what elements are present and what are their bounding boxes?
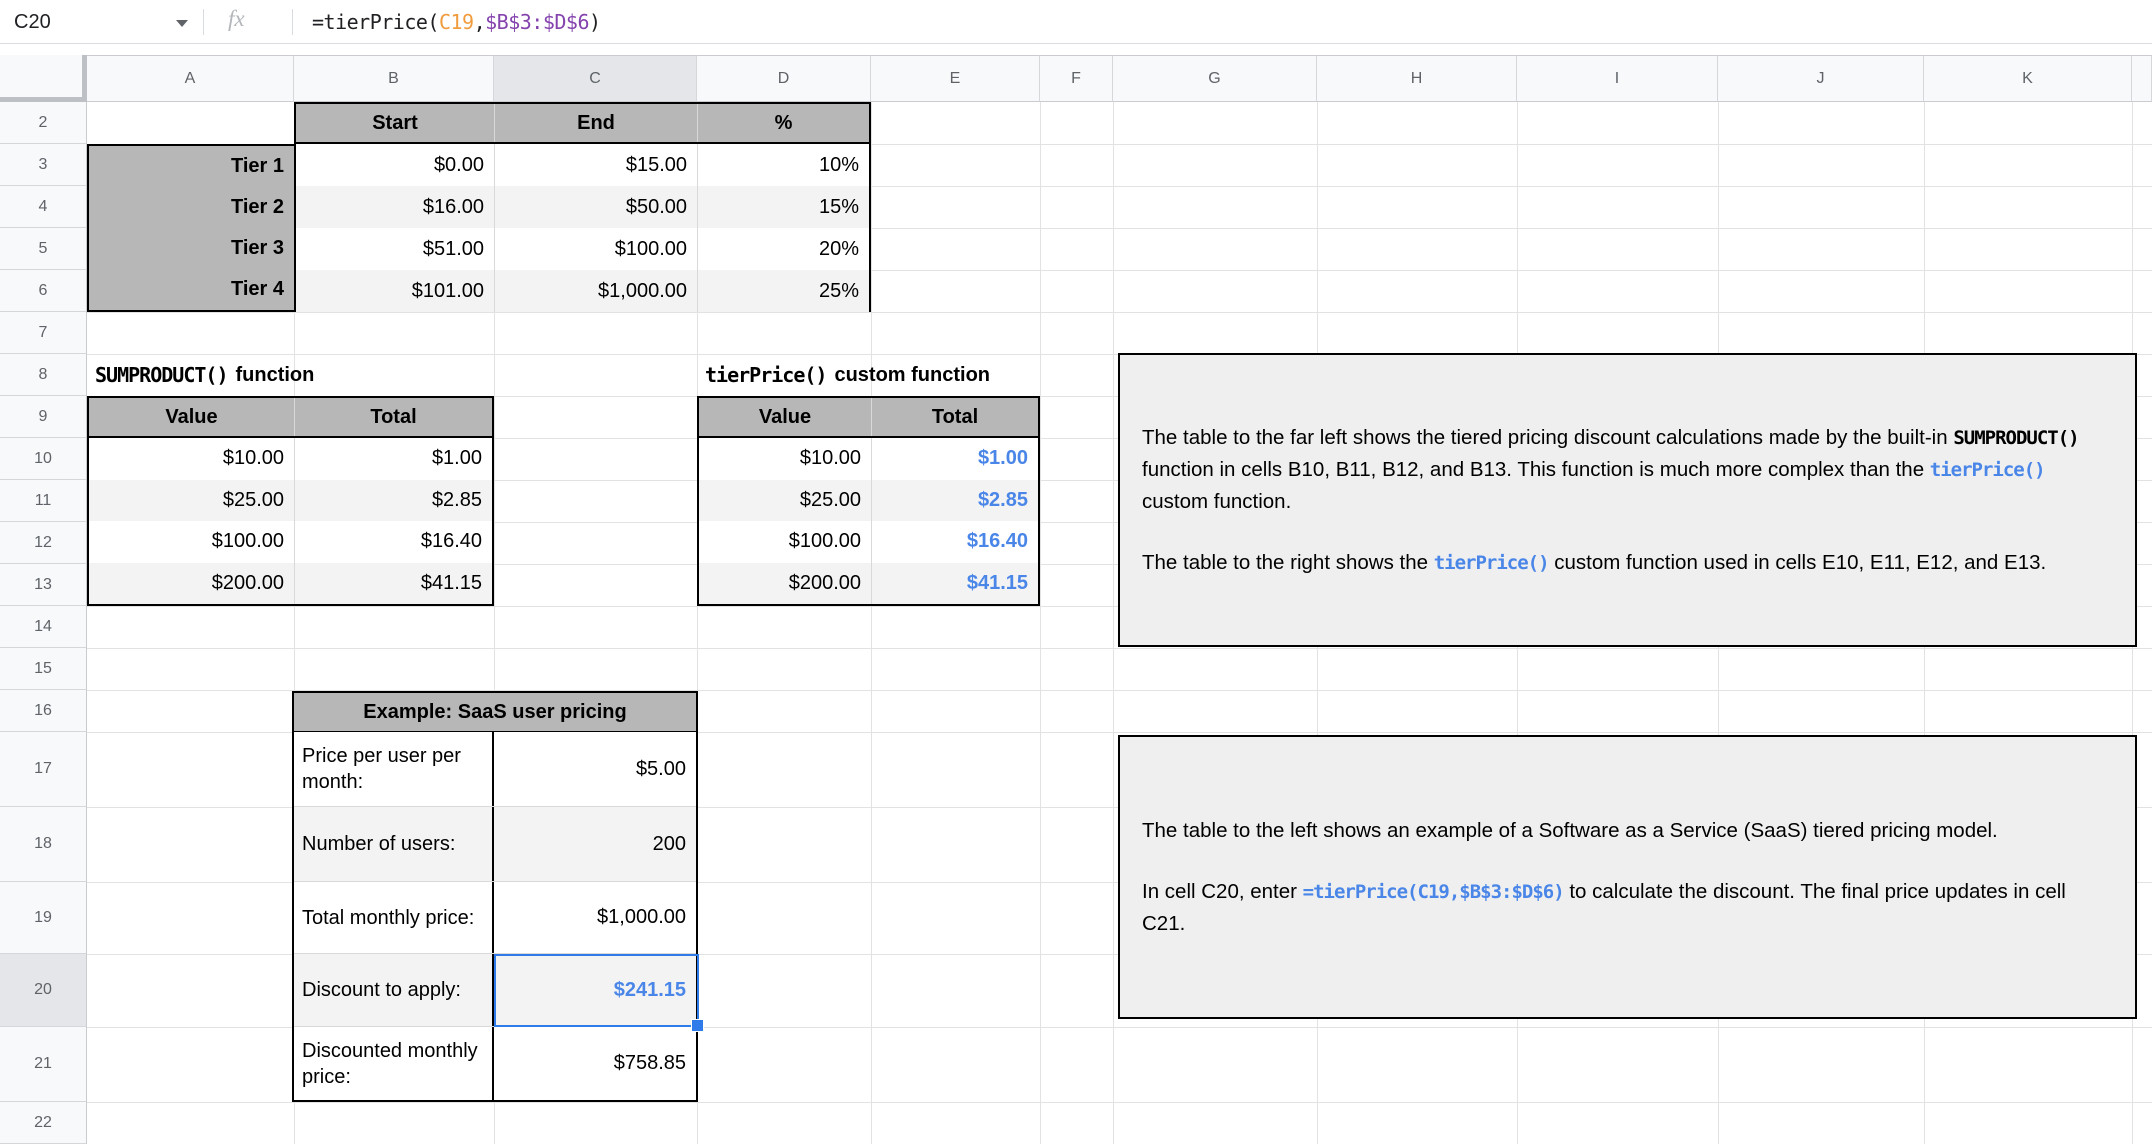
- name-box[interactable]: C20: [14, 10, 51, 33]
- row-header-5[interactable]: 5: [0, 228, 87, 270]
- row-header-14[interactable]: 14: [0, 606, 87, 648]
- sumproduct-table-row[interactable]: [89, 438, 492, 480]
- formula-token: $B$3:$D$6: [485, 10, 589, 34]
- tier-label[interactable]: Tier 3: [231, 237, 284, 259]
- cell[interactable]: $25.00: [222, 488, 284, 511]
- row-header-15[interactable]: 15: [0, 648, 87, 690]
- tierprice-title-label: custom function: [834, 363, 990, 386]
- cell[interactable]: $1,000.00: [597, 906, 686, 928]
- tier-table-header-row[interactable]: [296, 104, 869, 144]
- cell[interactable]: $51.00: [422, 237, 484, 260]
- note-paragraph: [1142, 547, 2113, 579]
- note-text: The table to the right shows the: [1142, 550, 1434, 574]
- select-all-corner[interactable]: [0, 55, 87, 102]
- formula-token: ,: [473, 10, 486, 34]
- tierprice-table-row[interactable]: [699, 521, 1038, 563]
- inline-code: =tierPrice(C19,$B$3:$D$6): [1302, 881, 1564, 903]
- cell[interactable]: $5.00: [635, 757, 686, 780]
- cell[interactable]: $41.15: [871, 563, 1038, 605]
- tierprice-table-row[interactable]: [699, 563, 1038, 605]
- note-text: custom function.: [1142, 489, 1292, 513]
- column-header-K[interactable]: K: [1924, 55, 2132, 102]
- selected-cell-outline[interactable]: [494, 954, 699, 1027]
- cell[interactable]: $50.00: [494, 186, 697, 228]
- note-text: function in cells B10, B11, B12, and B13. This function is much more complex than the: [1142, 457, 1930, 481]
- gridline: [1113, 102, 1114, 1144]
- tier-row[interactable]: [296, 228, 869, 270]
- cell[interactable]: 25%: [697, 270, 869, 312]
- tierprice-table-header-row[interactable]: [699, 398, 1038, 438]
- sumproduct-table-header-Value[interactable]: Value: [165, 405, 218, 428]
- note-text: The table to the left shows an example of a Software as a Service (SaaS) tiered pricing model.: [1142, 819, 1998, 842]
- tierprice-table-row[interactable]: [699, 480, 1038, 522]
- note-box-saas-example[interactable]: [1118, 735, 2137, 1019]
- cell[interactable]: $100.00: [494, 228, 697, 270]
- column-header-C[interactable]: C: [494, 55, 697, 102]
- row-header-22[interactable]: 22: [0, 1102, 87, 1144]
- formula-token: ): [589, 10, 601, 34]
- divider: [203, 9, 204, 35]
- row-header-6[interactable]: 6: [0, 270, 87, 312]
- row-header-19[interactable]: 19: [0, 882, 87, 954]
- row-header-11[interactable]: 11: [0, 480, 87, 522]
- sumproduct-table-row[interactable]: [89, 521, 492, 563]
- tier-row[interactable]: [296, 270, 869, 312]
- cell[interactable]: $2.85: [871, 480, 1038, 522]
- sumproduct-title-label: function: [235, 363, 315, 386]
- gridline: [871, 102, 872, 1144]
- gridline: [1040, 102, 1041, 1144]
- tier-header-Start[interactable]: Start: [372, 111, 418, 134]
- inline-code: tierPrice(): [1929, 458, 2045, 481]
- gridline: [87, 312, 2152, 313]
- example-label[interactable]: Discounted monthly price:: [294, 1027, 494, 1100]
- sumproduct-table-header-Total[interactable]: Total: [294, 398, 492, 436]
- tier-row[interactable]: [296, 186, 869, 228]
- tierprice-table-header-Total[interactable]: Total: [871, 398, 1038, 436]
- row-header-2[interactable]: 2: [0, 102, 87, 144]
- example-row[interactable]: [294, 806, 696, 881]
- cell-selected[interactable]: $241.15: [613, 978, 686, 1001]
- formula-token: C19: [438, 10, 474, 34]
- row-header-8[interactable]: 8: [0, 354, 87, 396]
- note-text: to calculate the discount. The final price updates in cell C21.: [1142, 880, 2066, 935]
- example-table[interactable]: [292, 691, 698, 1102]
- formula-input[interactable]: [312, 0, 601, 44]
- formula-token: =tierPrice(: [312, 10, 439, 34]
- name-box-dropdown-icon[interactable]: [176, 20, 188, 27]
- note-paragraph: [1142, 815, 2113, 846]
- example-label[interactable]: Discount to apply:: [294, 954, 494, 1026]
- row-header-12[interactable]: 12: [0, 522, 87, 564]
- cell[interactable]: $41.15: [294, 563, 492, 605]
- cell[interactable]: $16.40: [294, 521, 492, 563]
- note-text: The table to the far left shows the tiered pricing discount calculations made by the built-in: [1142, 425, 1954, 449]
- sumproduct-title[interactable]: [95, 354, 314, 396]
- tier-label[interactable]: Tier 1: [231, 155, 284, 177]
- tier-table[interactable]: [294, 102, 871, 312]
- cell[interactable]: $100.00: [211, 530, 284, 553]
- tierprice-title[interactable]: [705, 354, 990, 396]
- cell[interactable]: $1,000.00: [494, 270, 697, 312]
- cell[interactable]: 200: [652, 832, 686, 855]
- note-text: In cell C20, enter: [1142, 880, 1303, 903]
- cell[interactable]: $100.00: [788, 530, 861, 553]
- example-row[interactable]: [294, 1026, 696, 1100]
- example-row[interactable]: [294, 881, 696, 953]
- sumproduct-table-header-row[interactable]: [89, 398, 492, 438]
- row-header-20[interactable]: 20: [0, 954, 87, 1027]
- sumproduct-table-row[interactable]: [89, 563, 492, 605]
- row-header-18[interactable]: 18: [0, 807, 87, 882]
- tierprice-title-code: tierPrice(): [705, 363, 827, 387]
- tier-row[interactable]: [296, 144, 869, 186]
- cell[interactable]: $200.00: [211, 571, 284, 594]
- tier-header-End[interactable]: End: [494, 104, 697, 142]
- example-label[interactable]: Number of users:: [294, 807, 494, 881]
- inline-code: SUMPRODUCT(): [1953, 426, 2079, 449]
- column-header-A[interactable]: A: [87, 55, 294, 102]
- tier-label[interactable]: Tier 4: [231, 278, 284, 300]
- row-header-10[interactable]: 10: [0, 438, 87, 480]
- row-header-16[interactable]: 16: [0, 690, 87, 732]
- sumproduct-title-code: SUMPRODUCT(): [95, 363, 228, 387]
- cell[interactable]: $1.00: [871, 438, 1038, 480]
- column-header-H[interactable]: H: [1317, 55, 1517, 102]
- note-paragraph: [1142, 422, 2113, 517]
- cell[interactable]: $16.40: [871, 521, 1038, 563]
- column-header-partial[interactable]: [2132, 55, 2152, 102]
- tierprice-table[interactable]: [697, 396, 1040, 606]
- cell[interactable]: $101.00: [411, 279, 484, 302]
- cell[interactable]: $758.85: [613, 1052, 686, 1074]
- tier-label[interactable]: Tier 2: [231, 196, 284, 218]
- column-header-D[interactable]: D: [697, 55, 871, 102]
- cell[interactable]: 20%: [697, 228, 869, 270]
- example-row[interactable]: [294, 732, 696, 806]
- tier-header-%[interactable]: %: [697, 104, 869, 142]
- column-header-E[interactable]: E: [871, 55, 1040, 102]
- tierprice-table-row[interactable]: [699, 438, 1038, 480]
- fill-handle[interactable]: [691, 1019, 704, 1032]
- formula-bar: [0, 0, 2152, 44]
- row-header-21[interactable]: 21: [0, 1027, 87, 1102]
- sumproduct-table[interactable]: [87, 396, 494, 606]
- note-paragraph: [1142, 876, 2113, 939]
- cell[interactable]: 10%: [697, 144, 869, 186]
- column-header-G[interactable]: G: [1113, 55, 1317, 102]
- cell[interactable]: $25.00: [799, 488, 861, 511]
- sumproduct-table-row[interactable]: [89, 480, 492, 522]
- cell[interactable]: 15%: [697, 186, 869, 228]
- cell[interactable]: $16.00: [422, 195, 484, 218]
- cell[interactable]: $200.00: [788, 571, 861, 594]
- gridline: [87, 648, 2152, 649]
- divider: [292, 9, 293, 35]
- cell[interactable]: $15.00: [494, 144, 697, 186]
- row-header-7[interactable]: 7: [0, 312, 87, 354]
- row-header-3[interactable]: 3: [0, 144, 87, 186]
- example-label[interactable]: Price per user per month:: [294, 732, 494, 806]
- cell[interactable]: $10.00: [222, 447, 284, 470]
- cell[interactable]: $0.00: [433, 153, 484, 176]
- cell[interactable]: $2.85: [294, 480, 492, 522]
- inline-code: tierPrice(): [1433, 551, 1549, 574]
- tierprice-table-header-Value[interactable]: Value: [758, 405, 812, 428]
- tier-label-column[interactable]: [87, 144, 296, 312]
- column-header-J[interactable]: J: [1718, 55, 1924, 102]
- example-label[interactable]: Total monthly price:: [294, 882, 494, 953]
- column-header-I[interactable]: I: [1517, 55, 1718, 102]
- cell[interactable]: $1.00: [294, 438, 492, 480]
- cell[interactable]: $10.00: [799, 447, 861, 470]
- column-header-B[interactable]: B: [294, 55, 494, 102]
- gridline: [87, 1102, 2152, 1103]
- row-header-13[interactable]: 13: [0, 564, 87, 606]
- column-header-F[interactable]: F: [1040, 55, 1113, 102]
- row-header-4[interactable]: 4: [0, 186, 87, 228]
- row-header-17[interactable]: 17: [0, 732, 87, 807]
- example-table-title: Example: SaaS user pricing: [294, 693, 696, 732]
- fx-icon: fx: [228, 6, 245, 31]
- row-header-9[interactable]: 9: [0, 396, 87, 438]
- note-box-sumproduct-vs-tierprice[interactable]: [1118, 353, 2137, 647]
- note-text: custom function used in cells E10, E11, E12, and E13.: [1548, 550, 2047, 574]
